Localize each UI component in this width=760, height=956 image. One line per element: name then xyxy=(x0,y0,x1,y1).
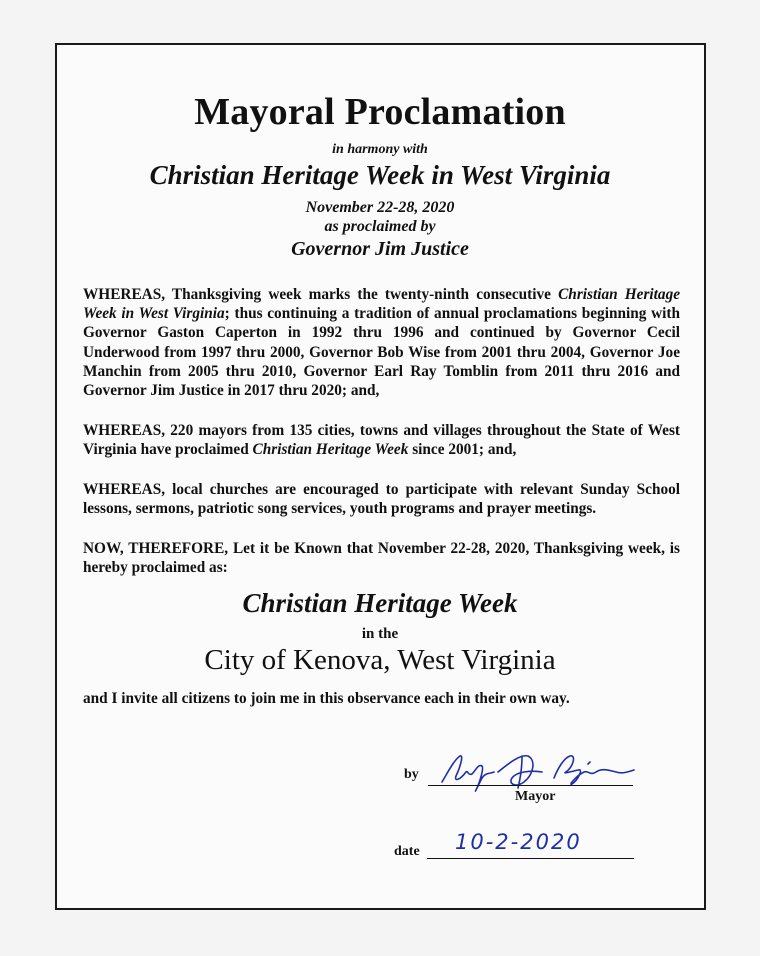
paragraph-1-italic: Christian Heritage Week in West Virginia xyxy=(83,286,681,323)
in-the-line: in the xyxy=(361,626,399,642)
paragraph-1-lead: WHEREAS, Thanksgiving week marks the twenty-ninth consecutive xyxy=(83,286,559,303)
proclaimed-week-title: Christian Heritage Week xyxy=(242,588,518,618)
week-title: Christian Heritage Week in West Virginia xyxy=(149,160,611,190)
therefore-paragraph: NOW, THEREFORE, Let it be Known that November 22-28, 2020, Thanksgiving week, is hereby proclaimed as: xyxy=(83,540,680,577)
city-name: City of Kenova, West Virginia xyxy=(204,644,556,676)
paragraph-2-rest: since 2001; and, xyxy=(408,441,517,459)
in-harmony-line: in harmony with xyxy=(332,142,428,157)
dates-line: November 22-28, 2020 xyxy=(305,199,455,216)
page-title: Mayoral Proclamation xyxy=(194,91,566,133)
proclaimed-by-line: as proclaimed by xyxy=(324,218,436,235)
whereas-paragraph-1 xyxy=(83,285,680,400)
date-line xyxy=(427,858,634,859)
whereas-paragraph-2 xyxy=(83,421,680,459)
invitation-line: and I invite all citizens to join me in this observance each in their own way. xyxy=(83,690,570,707)
whereas-paragraph-3: WHEREAS, local churches are encouraged to participate with relevant Sunday School lessons, sermons, patriotic song services, youth programs and prayer meetings. xyxy=(83,481,680,518)
paragraph-2-lead: WHEREAS, 220 mayors from 135 cities, towns and villages throughout the State of West Virginia have proclaimed xyxy=(83,422,680,459)
governor-name: Governor Jim Justice xyxy=(291,238,469,260)
signature-line xyxy=(428,785,633,786)
handwritten-date: 10-2-2020 xyxy=(455,830,582,854)
mayor-label: Mayor xyxy=(515,789,556,804)
paragraph-2-italic: Christian Heritage Week xyxy=(252,441,409,459)
by-label: by xyxy=(404,767,419,782)
mayor-signature xyxy=(438,742,638,796)
date-label: date xyxy=(394,844,420,859)
paragraph-1-rest: ; thus continuing a tradition of annual proclamations beginning with Governor Gaston Caperton in 1992 thru 1996 and continued by Governor Cecil Underwood from 1997 thru 2000, Governor Bob Wise from 2001 thru 2004, Governor Joe Manchin from 2005 thru 2010, Governor Earl Ray Tomblin from 2011 thru 2016 and Governor Jim Justice in 2017 thru 2020; and, xyxy=(83,305,680,400)
